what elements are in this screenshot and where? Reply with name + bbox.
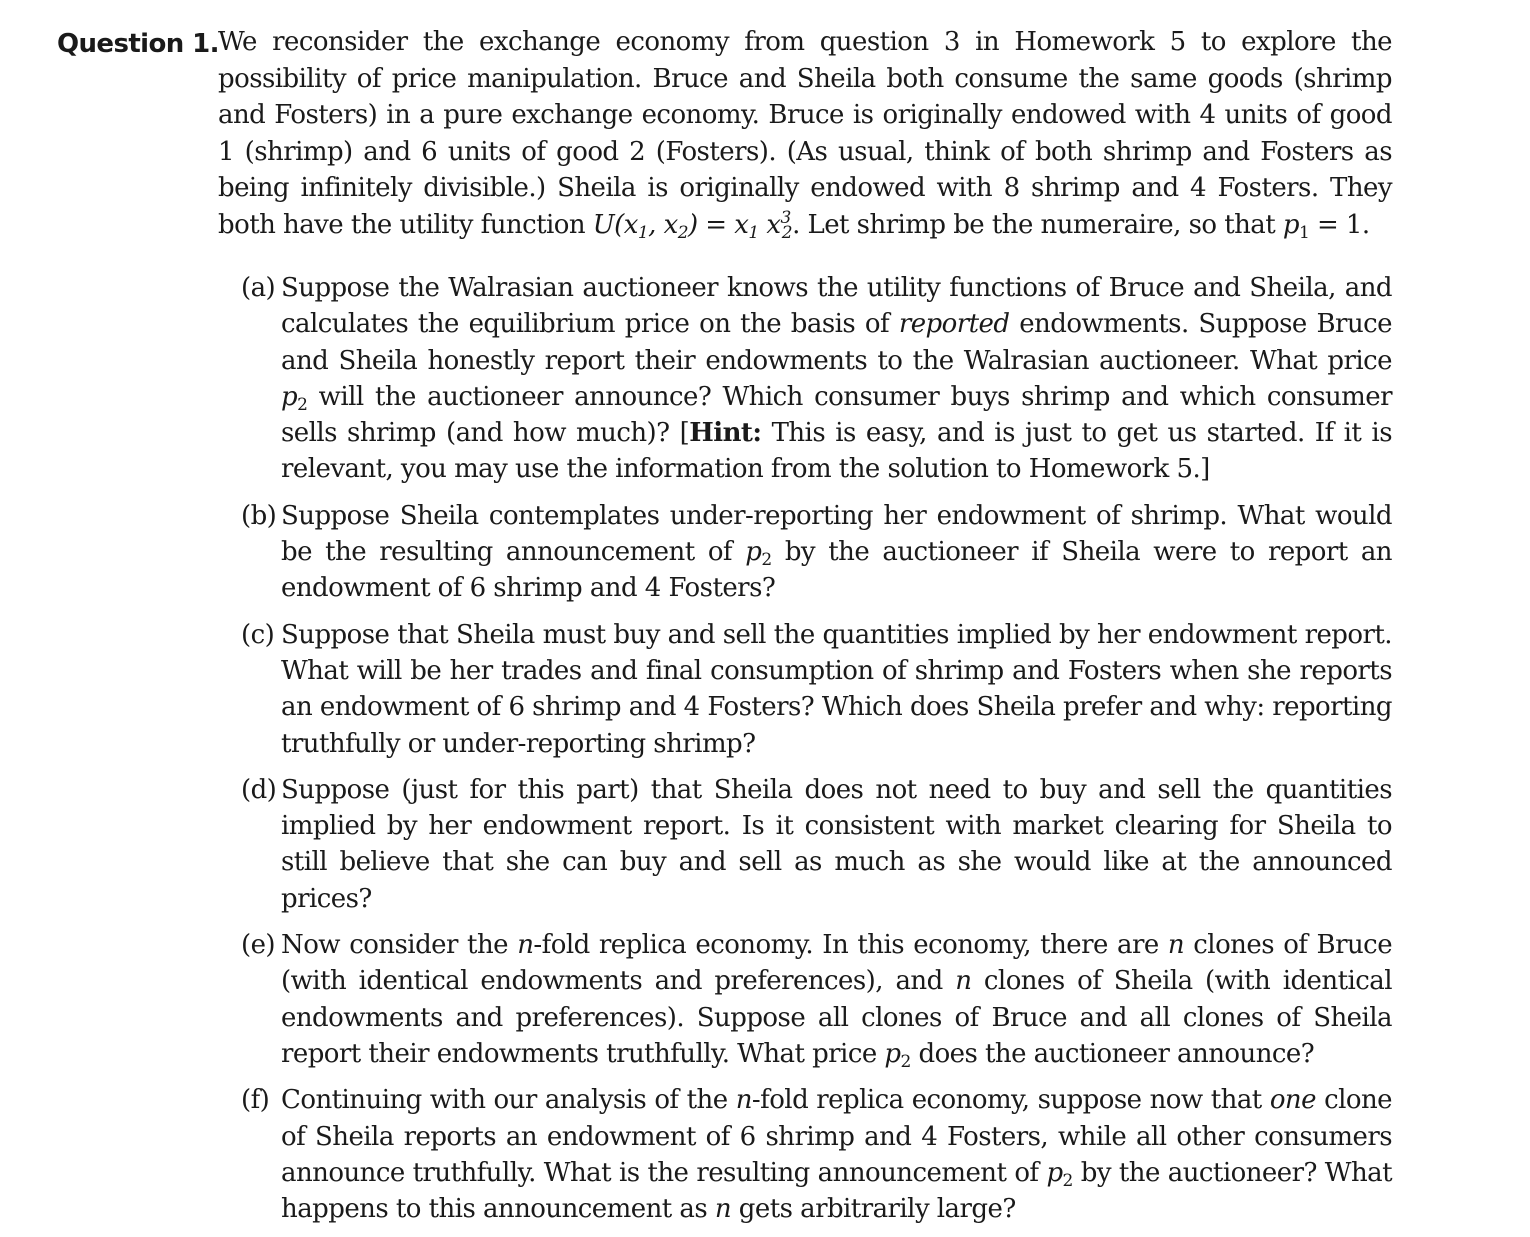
part-f: (f) Continuing with our analysis of the n-fold replica economy, suppose now that one clone of Sheila reports an endowment of 6 shrimp and 4 Fosters, while all other consumers announce truthfully. What is the resulting announcement of $p_2$ by the auctioneer? What happens to this announcement as n gets arbitrarily large? [241, 1085, 1392, 1225]
part-d: (d) Suppose (just for this part) that Sheila does not need to buy and sell the quantities implied by her endowment report. Is it consistent with market clearing for Sheila to still believe that she can buy and sell as much as she would like at the announced prices? [241, 774, 1392, 914]
question-label: Question 1. [57, 29, 219, 59]
part-a: (a) Suppose the Walrasian auctioneer knows the utility functions of Bruce and Sheila, and calculates the equilibrium price on the basis of reported endowments. Suppose Bruce and Sheila honestly report their endowments to the Walrasian auctioneer. What price $p_2$ will the auctioneer announce? Which consumer buys shrimp and which consumer sells shrimp (and how much)? [Hint: This is easy, and is just to get us started. If it is relevant, you may use the information from the solution to Homework 5.] [241, 273, 1392, 485]
numeraire-price: $p_1$ [1282, 209, 1310, 243]
part-b: (b) Suppose Sheila contemplates under-reporting her endowment of shrimp. What would be the resulting announcement of $p_2$ by the auctioneer if Sheila were to report an endowment of 6 shrimp and 4 Fosters? [241, 500, 1393, 604]
utility-function: $U(x_1$, $x_2) = x_1$ $x^3_2$ [592, 207, 793, 243]
part-c: (c) Suppose that Sheila must buy and sell the quantities implied by her endowment report. What will be her trades and final consumption of shrimp and Fosters when she reports an endowment of 6 shrimp and 4 Fosters? Which does Sheila prefer and why: reporting truthfully or under-reporting shrimp? [241, 619, 1392, 759]
part-e: (e) Now consider the n-fold replica economy. In this economy, there are n clones of Bruce (with identical endowments and preferences), and n clones of Sheila (with identical endowments and preferences). Suppose all clones of Bruce and all clones of Sheila report their endowments truthfully. What price $p_2$ does the auctioneer announce? [241, 930, 1393, 1072]
question-parts [230, 270, 1392, 1237]
question-intro: We reconsider the exchange economy from question 3 in Homework 5 to explore the possibility of price manipulation. Bruce and Sheila both consume the same goods (shrimp and Fosters) in a pure exchange economy. Bruce is originally endowed with 4 units of good 1 (shrimp) and 6 units of good 2 (Fosters). (As usual, think of both shrimp and Fosters as being infinitely divisible.) Sheila is originally endowed with 8 shrimp and 4 Fosters. They both have the utility function $U(x_1$, $x_2) = x_1$ $x^3_2$. Let shrimp be the numeraire, so that $p_1 = 1$. [218, 27, 1392, 243]
